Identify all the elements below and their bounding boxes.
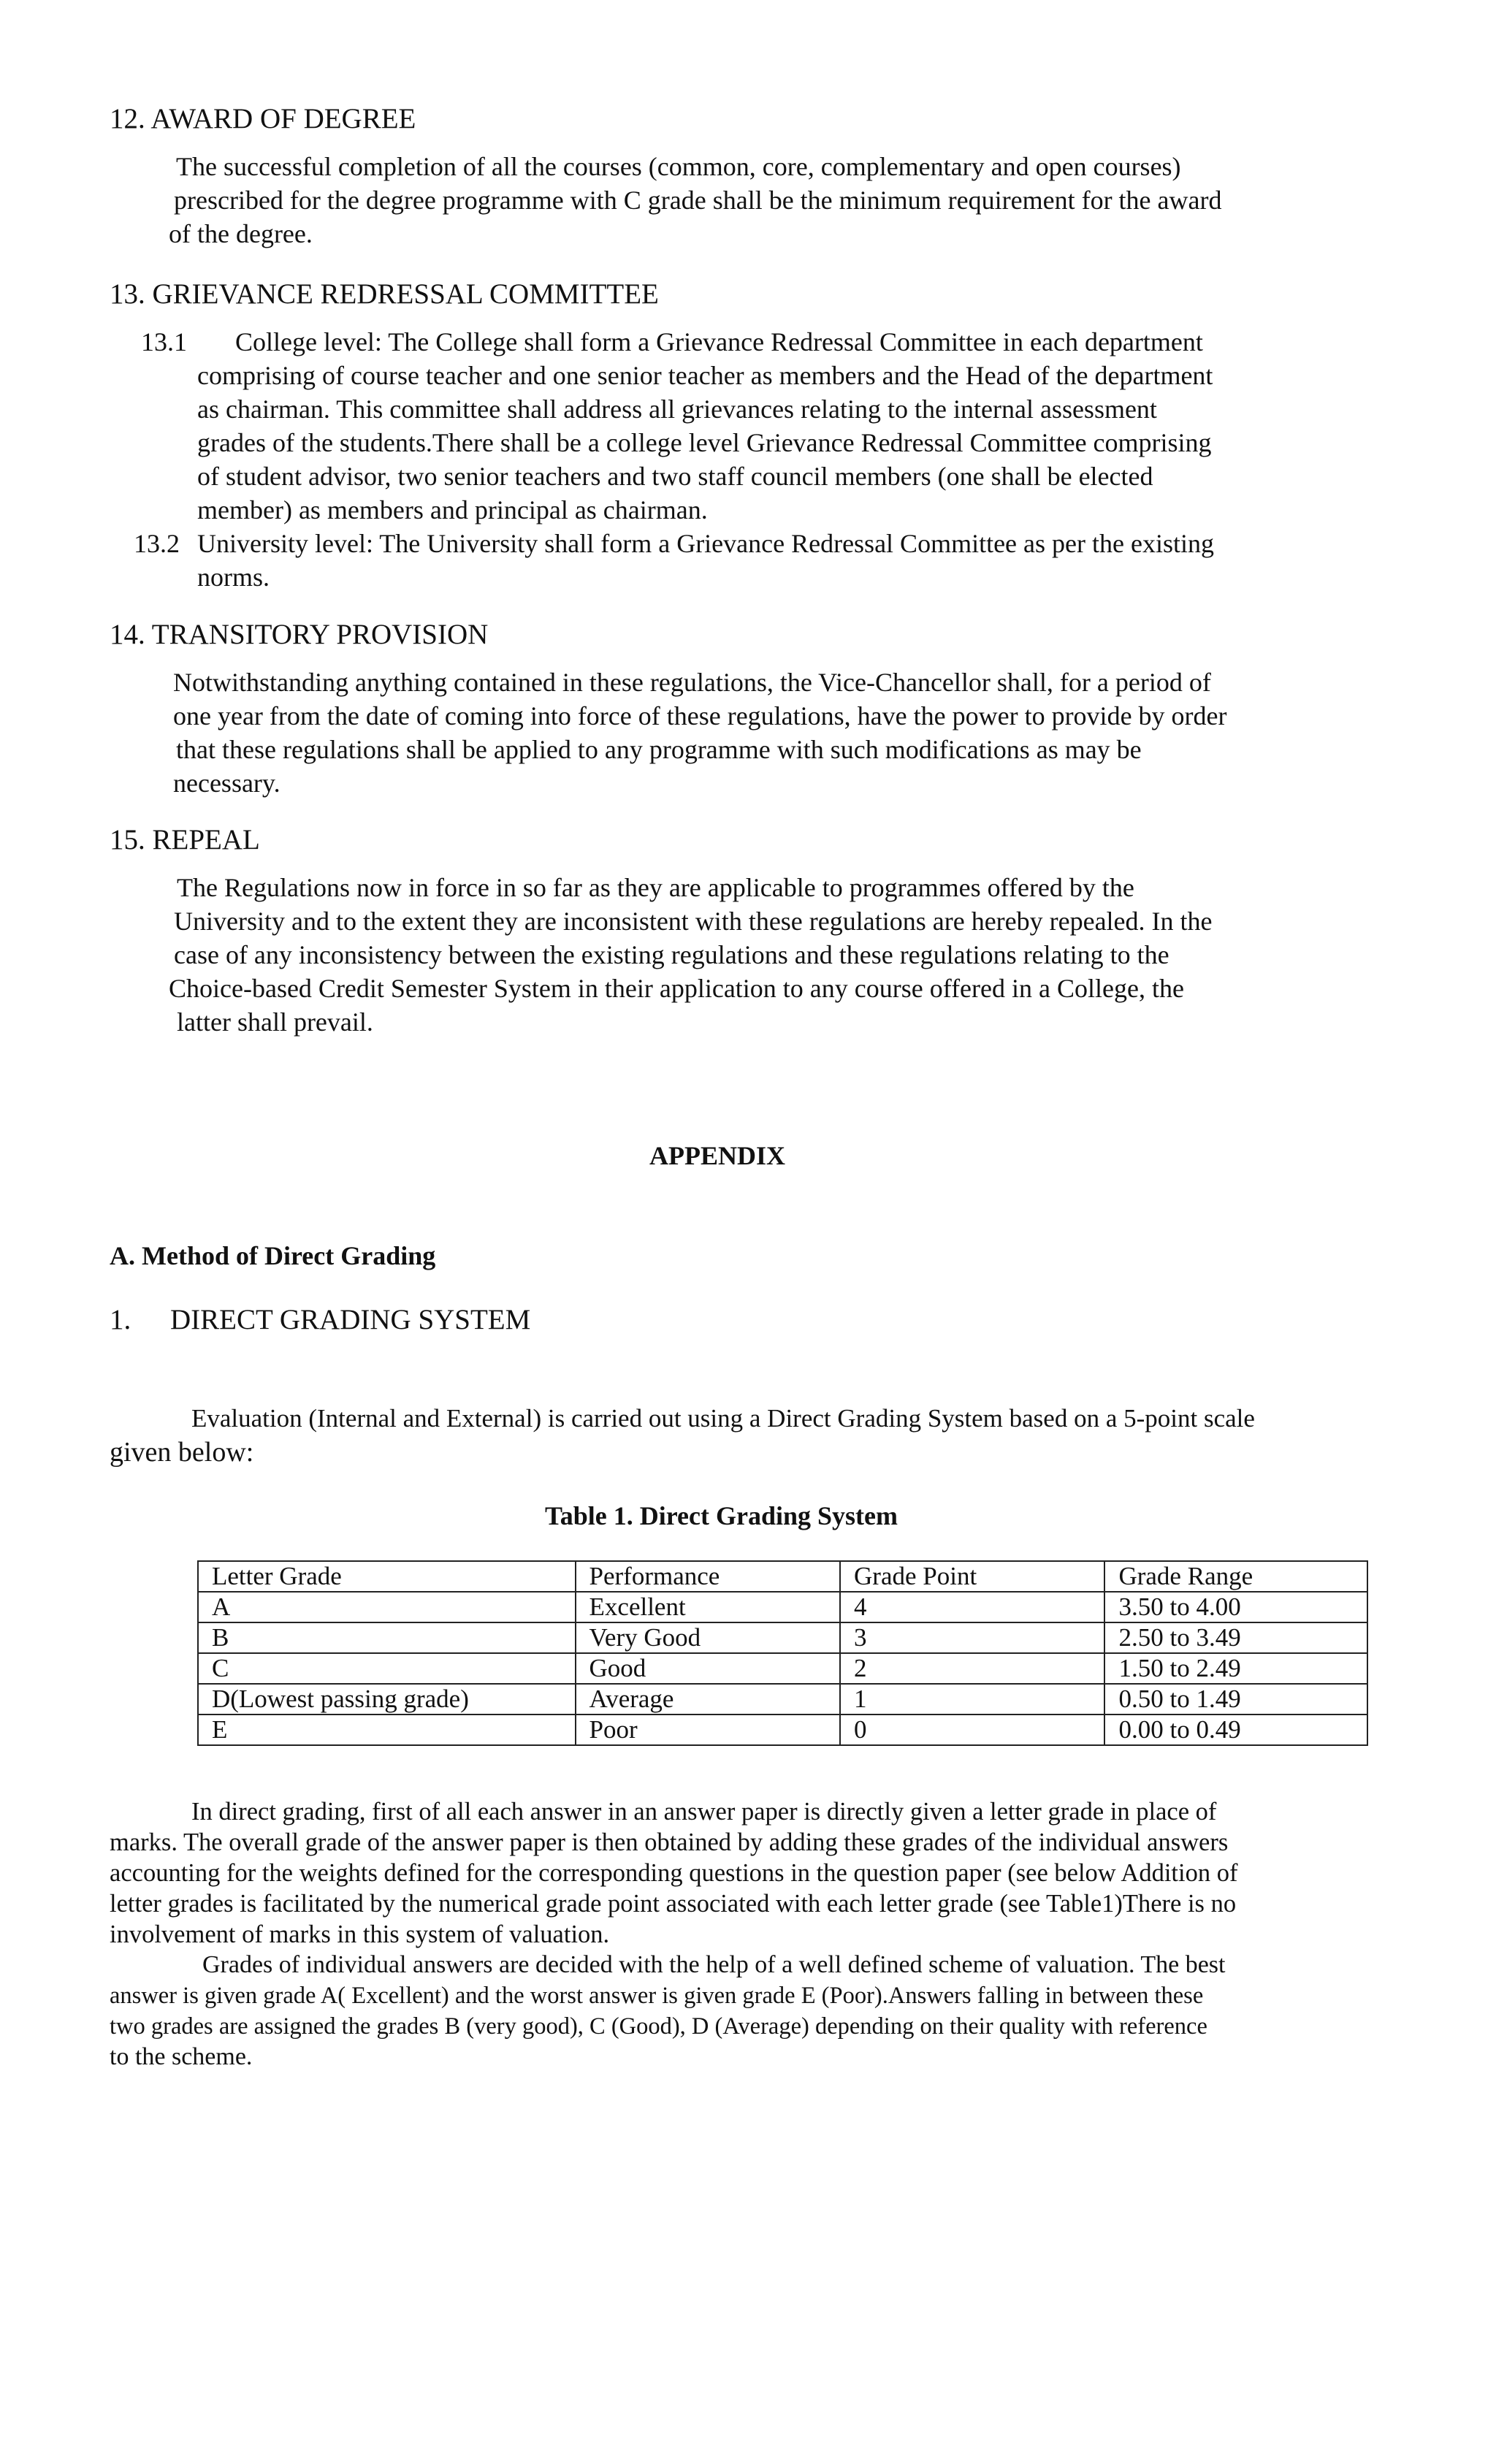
section-13-heading: 13. GRIEVANCE REDRESSAL COMMITTEE <box>110 278 659 310</box>
section-12-line: prescribed for the degree programme with C grade shall be the minimum requirement for the award <box>174 186 1222 215</box>
table-cell: 3 <box>840 1622 1104 1653</box>
section-13-1-line: of student advisor, two senior teachers and two staff council members (one shall be elected <box>197 462 1153 491</box>
direct-grading-number: 1. <box>110 1304 131 1335</box>
table-row <box>198 1714 1367 1745</box>
section-15-line: case of any inconsistency between the existing regulations and these regulations relating to the <box>174 940 1169 969</box>
paragraph-1-line: In direct grading, first of all each answer in an answer paper is directly given a letter grade in place of <box>191 1798 1217 1826</box>
section-13-2-line: University level: The University shall form a Grievance Redressal Committee as per the existing <box>197 529 1214 558</box>
section-13-1-line: member) as members and principal as chairman. <box>197 495 708 525</box>
section-14-line: one year from the date of coming into force of these regulations, have the power to provide by order <box>173 701 1227 731</box>
paragraph-2-line: answer is given grade A( Excellent) and the worst answer is given grade E (Poor).Answers falling in between these <box>110 1983 1204 2009</box>
table-cell: 0.50 to 1.49 <box>1104 1684 1367 1714</box>
table-cell: 2 <box>840 1653 1104 1684</box>
section-15-heading: 15. REPEAL <box>110 824 260 855</box>
paragraph-2-line: to the scheme. <box>110 2043 253 2070</box>
table-cell: D(Lowest passing grade) <box>198 1684 576 1714</box>
table-caption: Table 1. Direct Grading System <box>545 1501 898 1530</box>
appendix-intro-line: Evaluation (Internal and External) is carried out using a Direct Grading System based on a 5-point scale <box>191 1404 1255 1433</box>
paragraph-1-line: marks. The overall grade of the answer paper is then obtained by adding these grades of the individual answers <box>110 1828 1229 1856</box>
table-header-cell: Grade Range <box>1104 1561 1367 1592</box>
table-cell: 1 <box>840 1684 1104 1714</box>
table-header-cell: Grade Point <box>840 1561 1104 1592</box>
table-cell: Excellent <box>576 1592 840 1622</box>
table-header-cell: Letter Grade <box>198 1561 576 1592</box>
direct-grading-paragraph-1 <box>110 1796 1344 1950</box>
section-15-body <box>169 871 1338 1039</box>
table-cell: Good <box>576 1653 840 1684</box>
table-cell: Poor <box>576 1714 840 1745</box>
section-13-1-line: grades of the students.There shall be a college level Grievance Redressal Committee comprising <box>197 428 1212 457</box>
table-cell: 0.00 to 0.49 <box>1104 1714 1367 1745</box>
section-14-heading: 14. TRANSITORY PROVISION <box>110 619 489 650</box>
paragraph-1-line: involvement of marks in this system of valuation. <box>110 1921 610 1948</box>
appendix-intro <box>110 1402 1337 1469</box>
table-cell: 3.50 to 4.00 <box>1104 1592 1367 1622</box>
paragraph-1-line: letter grades is facilitated by the numerical grade point associated with each letter grade (see Table1)There is no <box>110 1890 1237 1918</box>
table-cell: 0 <box>840 1714 1104 1745</box>
table-row <box>198 1592 1367 1622</box>
table-row <box>198 1653 1367 1684</box>
section-13-2-number: 13.2 <box>134 529 180 558</box>
table-cell: Average <box>576 1684 840 1714</box>
direct-grading-title: DIRECT GRADING SYSTEM <box>170 1304 531 1335</box>
section-14-line: Notwithstanding anything contained in these regulations, the Vice-Chancellor shall, for a period of <box>173 668 1211 697</box>
appendix-subheading: A. Method of Direct Grading <box>110 1241 436 1270</box>
section-13-1-body <box>197 325 1337 527</box>
section-12-line: The successful completion of all the courses (common, core, complementary and open courses) <box>176 152 1181 181</box>
table-header-row <box>198 1561 1367 1592</box>
table-row <box>198 1622 1367 1653</box>
section-13-2-body <box>197 527 1337 594</box>
section-14-line: necessary. <box>173 768 280 798</box>
table-cell: B <box>198 1622 576 1653</box>
section-13-2-line: norms. <box>197 562 270 592</box>
table-cell: C <box>198 1653 576 1684</box>
section-14-body <box>173 665 1335 800</box>
section-13-1-line: College level: The College shall form a Grievance Redressal Committee in each department <box>235 327 1203 356</box>
section-13-1-line: comprising of course teacher and one senior teacher as members and the Head of the department <box>197 361 1213 390</box>
appendix-intro-line: given below: <box>110 1437 254 1468</box>
paragraph-2-line: Grades of individual answers are decided with the help of a well defined scheme of valuation. The best <box>202 1951 1226 1978</box>
table-cell: Very Good <box>576 1622 840 1653</box>
table-header-cell: Performance <box>576 1561 840 1592</box>
section-13-1-number: 13.1 <box>141 327 187 356</box>
section-12-body <box>169 150 1324 251</box>
section-14-line: that these regulations shall be applied to any programme with such modifications as may be <box>176 735 1142 764</box>
section-15-line: University and to the extent they are inconsistent with these regulations are hereby repealed. In the <box>174 907 1213 936</box>
section-12-line: of the degree. <box>169 219 313 248</box>
table-cell: A <box>198 1592 576 1622</box>
section-15-line: The Regulations now in force in so far as they are applicable to programmes offered by the <box>177 873 1134 902</box>
table-cell: E <box>198 1714 576 1745</box>
paragraph-2-line: two grades are assigned the grades B (very good), C (Good), D (Average) depending on their quality with reference <box>110 2013 1207 2040</box>
table-cell: 4 <box>840 1592 1104 1622</box>
appendix-title: APPENDIX <box>649 1141 785 1170</box>
table-cell: 2.50 to 3.49 <box>1104 1622 1367 1653</box>
grading-table <box>197 1560 1368 1746</box>
table-cell: 1.50 to 2.49 <box>1104 1653 1367 1684</box>
section-15-line: latter shall prevail. <box>177 1007 373 1037</box>
table-row <box>198 1684 1367 1714</box>
section-13-1-line: as chairman. This committee shall address all grievances relating to the internal assessment <box>197 394 1157 424</box>
paragraph-1-line: accounting for the weights defined for the corresponding questions in the question paper (see below Addition of <box>110 1859 1238 1887</box>
direct-grading-paragraph-2 <box>110 1950 1344 2072</box>
section-15-line: Choice-based Credit Semester System in their application to any course offered in a College, the <box>169 974 1184 1003</box>
section-12-heading: 12. AWARD OF DEGREE <box>110 103 416 134</box>
